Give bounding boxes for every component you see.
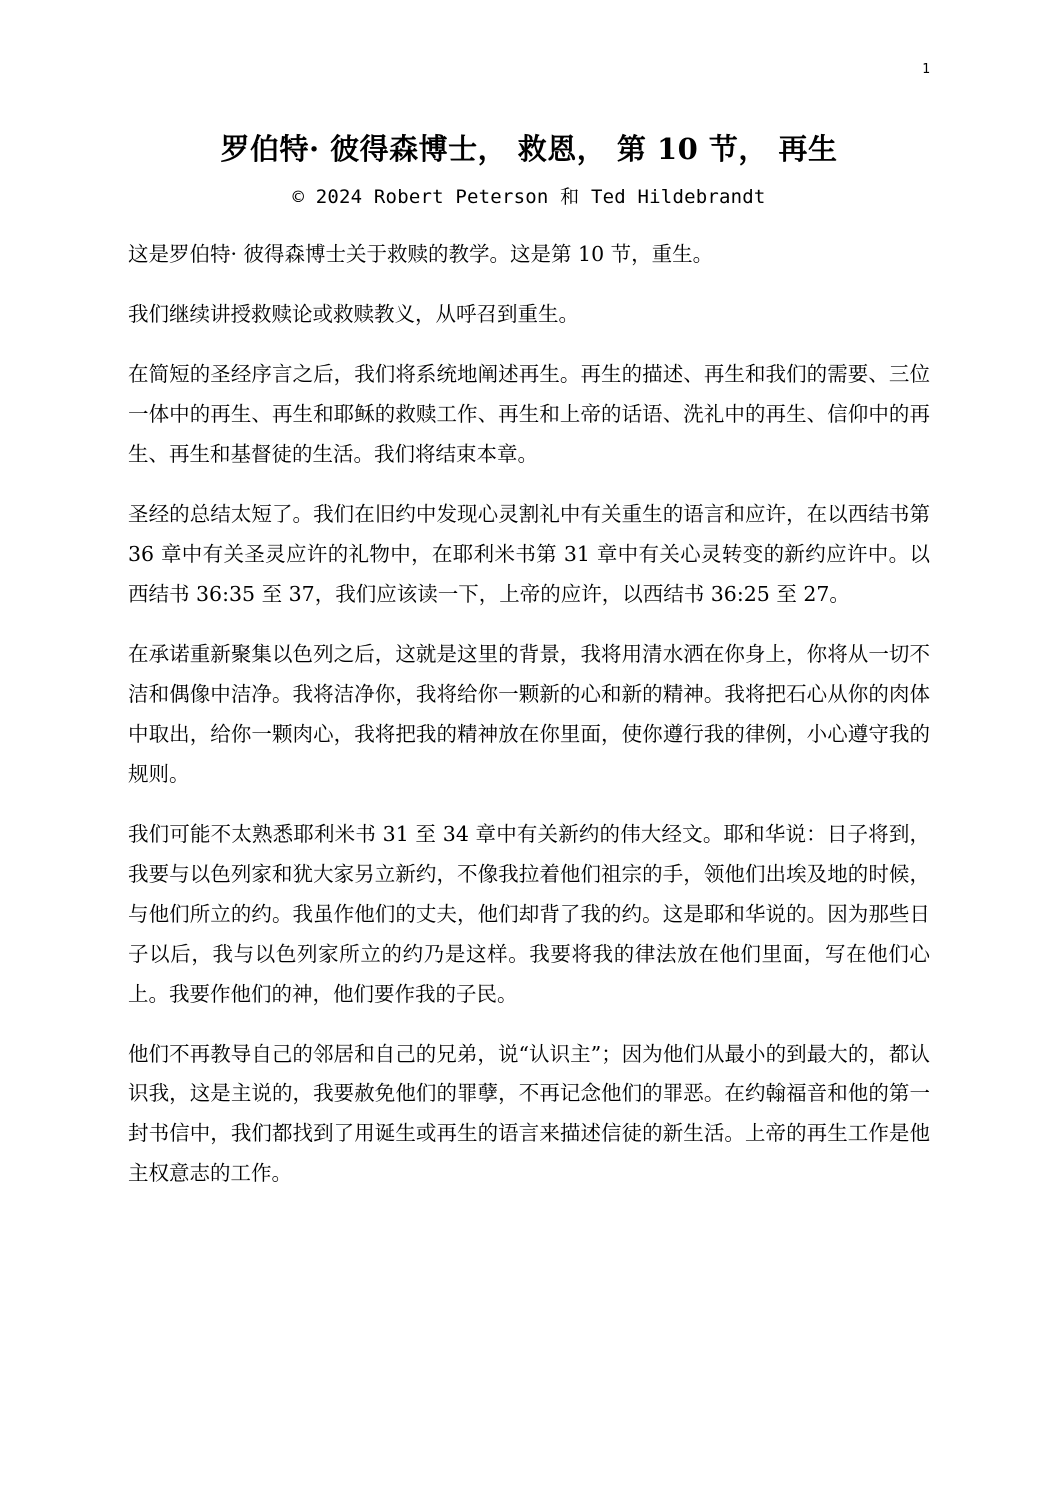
- paragraph: 在简短的圣经序言之后，我们将系统地阐述再生。再生的描述、再生和我们的需要、三位一体中的再生、再生和耶稣的救赎工作、再生和上帝的话语、洗礼中的再生、信仰中的再生、再生和基督徒的生活。我们将结束本章。: [128, 361, 930, 466]
- paragraph: 他们不再教导自己的邻居和自己的兄弟，说“认识主”；因为他们从最小的到最大的，都认识我，这是主说的，我要赦免他们的罪孽，不再记念他们的罪恶。在约翰福音和他的第一封书信中，我们都找到了用诞生或再生的语言来描述信徒的新生活。上帝的再生工作是他主权意志的工作。: [128, 1041, 930, 1186]
- paragraph: 这是罗伯特· 彼得森博士关于救赎的教学。这是第 10 节，重生。: [128, 242, 714, 267]
- document-body: [128, 235, 930, 1194]
- page-title: 罗伯特· 彼得森博士， 救恩， 第 10 节， 再生: [220, 132, 838, 166]
- copyright-line: © 2024 Robert Peterson 和 Ted Hildebrandt: [292, 186, 766, 209]
- paragraph: 我们继续讲授救赎论或救赎教义，从呼召到重生。: [128, 302, 579, 327]
- paragraph: 在承诺重新聚集以色列之后，这就是这里的背景，我将用清水洒在你身上，你将从一切不洁和偶像中洁净。我将洁净你，我将给你一颗新的心和新的精神。我将把石心从你的肉体中取出，给你一颗肉心，我将把我的精神放在你里面，使你遵行我的律例，小心遵守我的规则。: [128, 641, 930, 786]
- page-number: 1: [922, 62, 930, 77]
- paragraph: 我们可能不太熟悉耶利米书 31 至 34 章中有关新约的伟大经文。耶和华说：日子将到，我要与以色列家和犹大家另立新约，不像我拉着他们祖宗的手，领他们出埃及地的时候，与他们所立的约。我虽作他们的丈夫，他们却背了我的约。这是耶和华说的。因为那些日子以后，我与以色列家所立的约乃是这样。我要将我的律法放在他们里面，写在他们心上。我要作他们的神，他们要作我的子民。: [128, 821, 930, 1006]
- paragraph: 圣经的总结太短了。我们在旧约中发现心灵割礼中有关重生的语言和应许，在以西结书第 36 章中有关圣灵应许的礼物中，在耶利米书第 31 章中有关心灵转变的新约应许中。以西结书 36:35 至 37，我们应该读一下，上帝的应许，以西结书 36:25 至 27。: [128, 501, 930, 606]
